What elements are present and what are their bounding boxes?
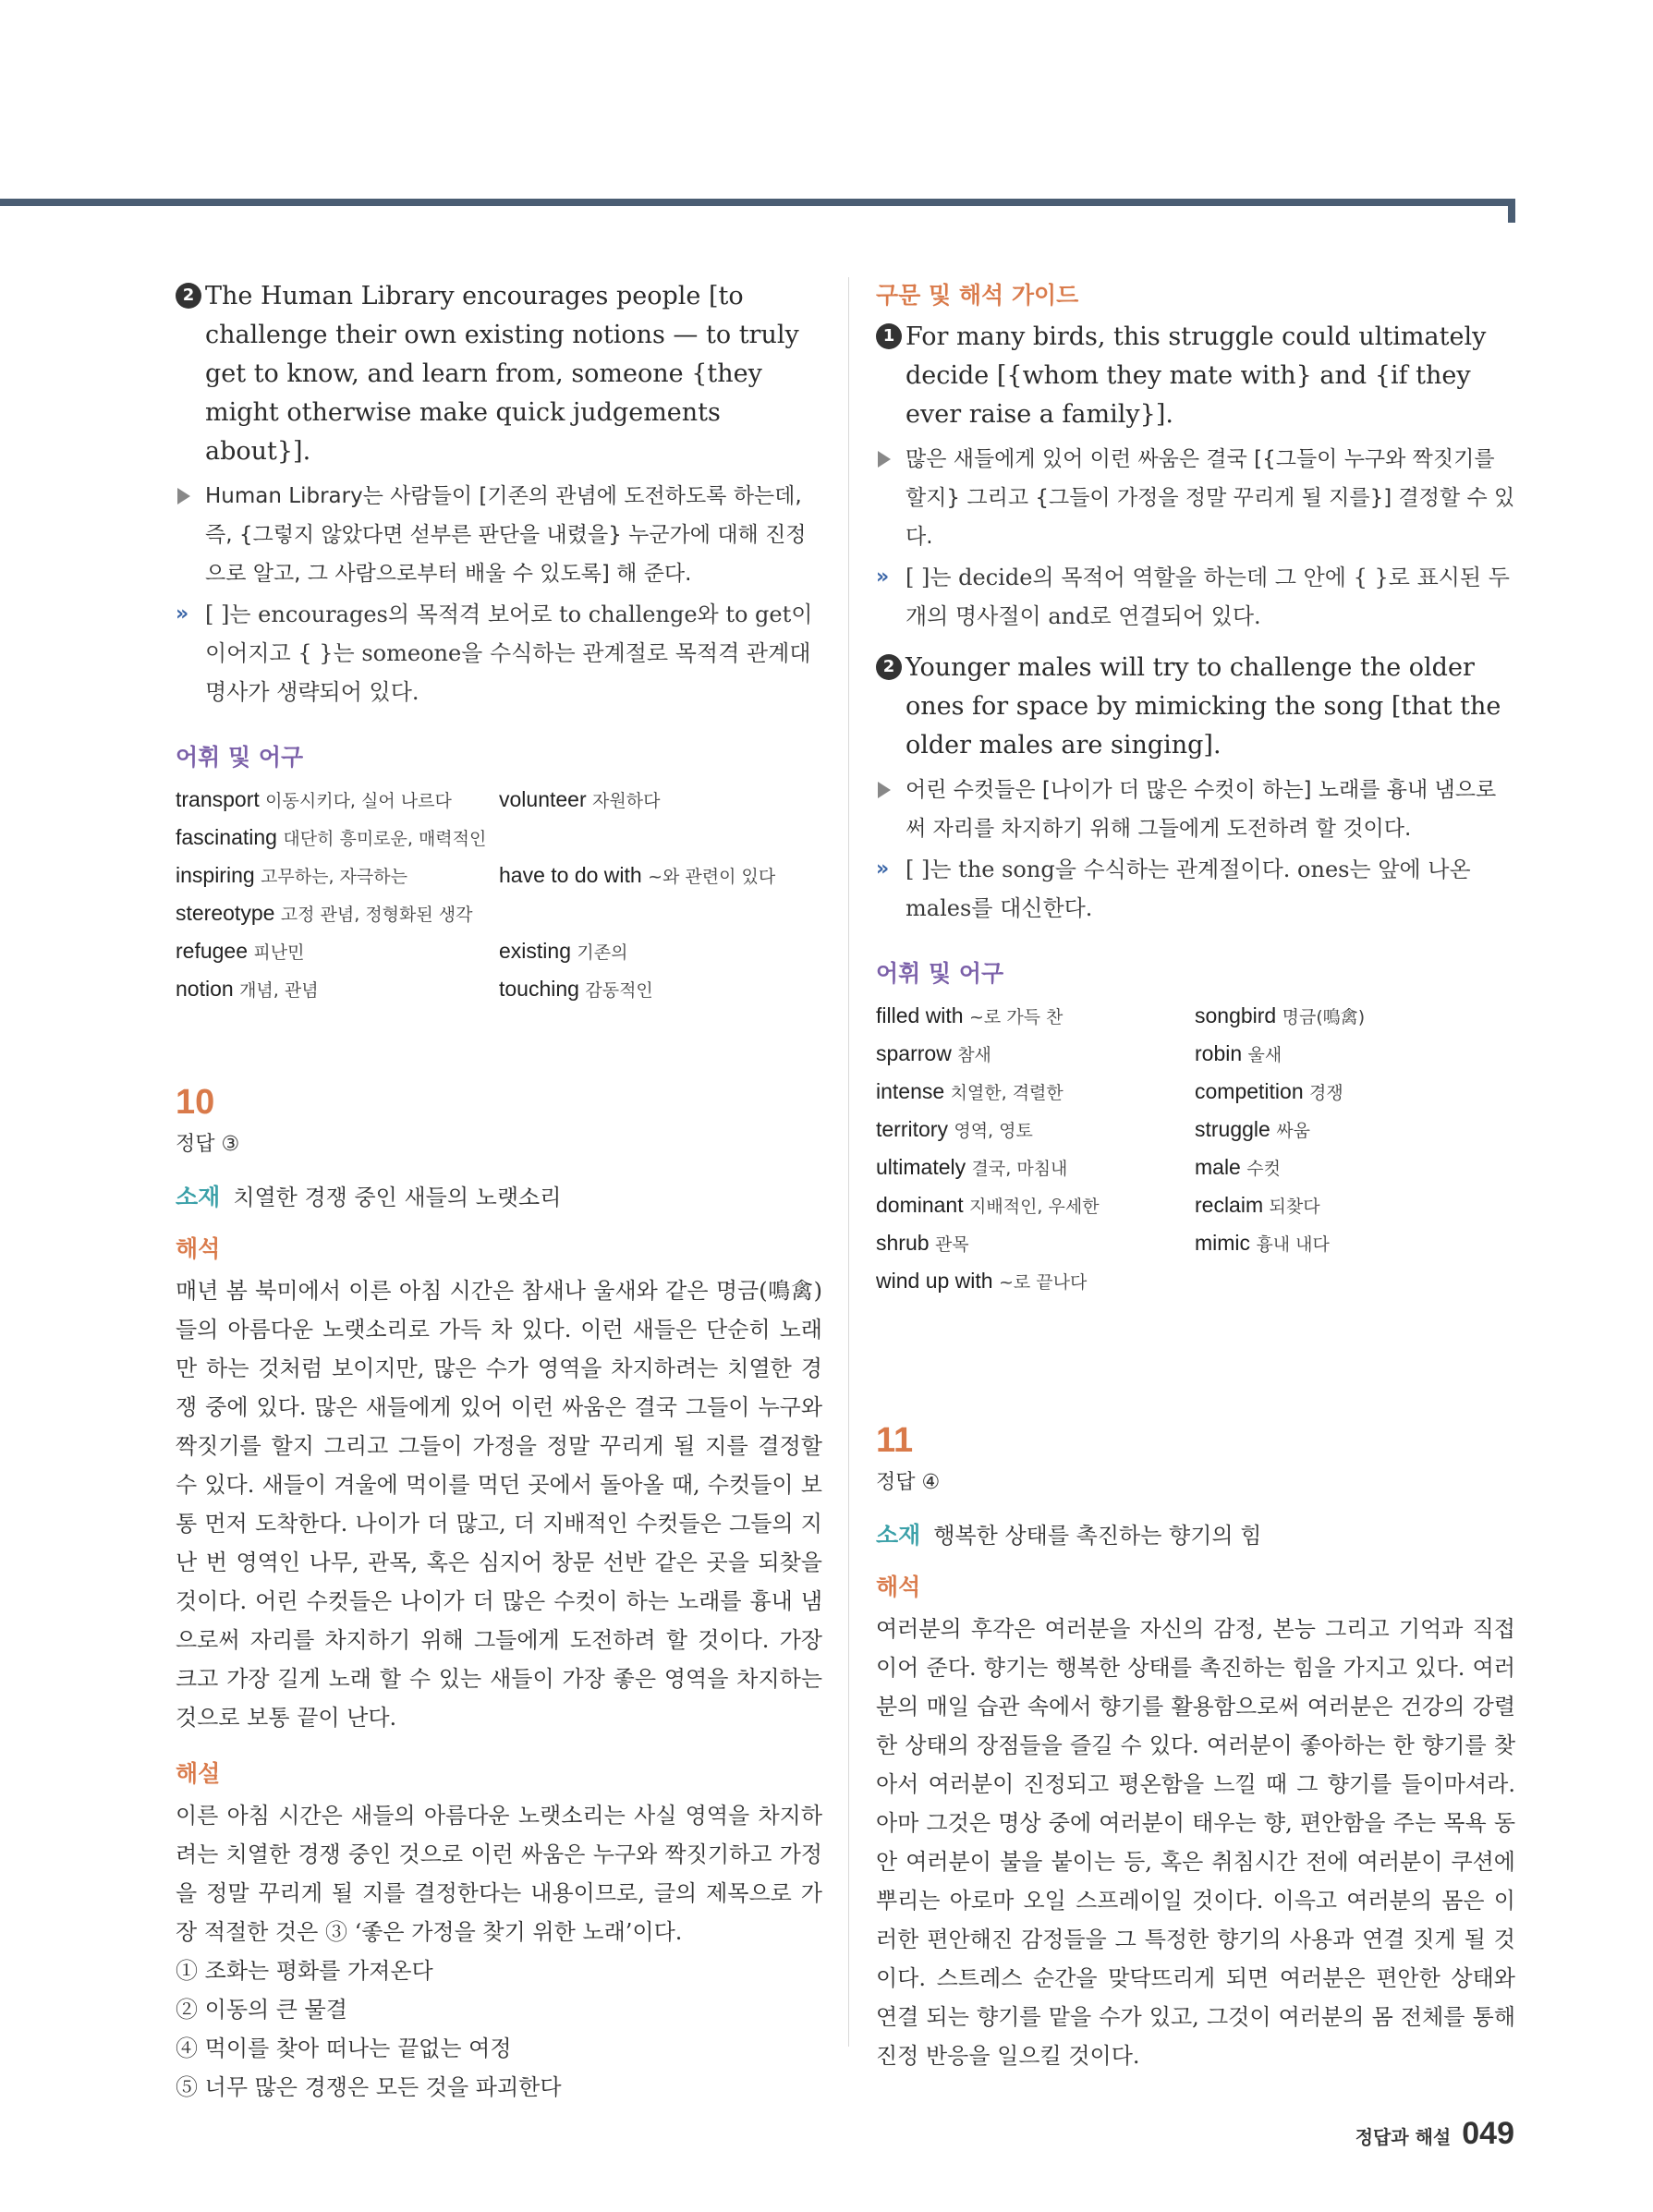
vocab-item bbox=[1195, 1225, 1513, 1263]
vocab-english: songbird bbox=[1195, 1003, 1277, 1027]
double-chevron-icon: » bbox=[876, 565, 885, 589]
vocab-english: filled with bbox=[876, 1003, 964, 1027]
question-10-number: 10 bbox=[176, 1083, 215, 1122]
left-column bbox=[176, 277, 822, 2107]
question-10-subject bbox=[176, 1179, 822, 1212]
right-sentence-1-note bbox=[876, 558, 1515, 636]
right-sentence-1 bbox=[876, 318, 1515, 434]
subject-text: 치열한 경쟁 중인 새들의 노랫소리 bbox=[233, 1185, 562, 1210]
vocab-korean: 명금(鳴禽) bbox=[1282, 1007, 1366, 1027]
sentence-number-badge: 1 bbox=[876, 323, 902, 349]
question-10-translation-heading: 해석 bbox=[176, 1235, 221, 1262]
vocab-item bbox=[876, 1112, 1195, 1149]
vocab-english: intense bbox=[876, 1079, 945, 1103]
option-item: ② 이동의 큰 물결 bbox=[176, 1997, 347, 2023]
vocab-item bbox=[499, 971, 822, 1009]
footer-label: 정답과 해설 bbox=[1355, 2126, 1452, 2148]
vocab-item bbox=[176, 782, 499, 820]
vocab-korean: 이동시키다, 실어 나르다 bbox=[265, 791, 452, 811]
vocab-item bbox=[499, 933, 822, 971]
question-10-explanation: 이른 아침 시간은 새들의 아름다운 노랫소리는 사실 영역을 차지하려는 치열한 경쟁 중인 것으로 이런 싸움은 누구와 짝짓기하고 가정을 정말 꾸리게 될 지를 결정한다는 내용이므로, 글의 제목으로 가장 적절한 것은 ③ ‘좋은 가정을 찾기 위한 노래’이다. bbox=[176, 1803, 822, 1945]
vocab-english: inspiring bbox=[176, 863, 255, 887]
option-item: ⑤ 너무 많은 경쟁은 모든 것을 파괴한다 bbox=[176, 2074, 562, 2100]
question-10-translation: 매년 봄 북미에서 이른 아침 시간은 참새나 울새와 같은 명금(鳴禽)들의 아름다운 노랫소리로 가득 차 있다. 이런 새들은 단순히 노래만 하는 것처럼 보이지만, 많은 수가 영역을 차지하려는 치열한 경쟁 중에 있다. 많은 새들에게 있어 이런 싸움은 결국 그들이 누구와 짝짓기를 할지 그리고 그들이 가정을 정말 꾸리게 될 지를 결정할 수 있다. 새들이 겨울에 먹이를 먹던 곳에서 돌아올 때, 수컷들이 보통 먼저 도착한다. 나이가 더 많고, 더 지배적인 수컷들은 그들의 지난 번 영역인 나무, 관목, 혹은 심지어 창문 선반 같은 곳을 되찾을 것이다. 어린 수컷들은 나이가 더 많은 수컷이 하는 노래를 흉내 냄으로써 자리를 차지하기 위해 그들에게 도전하려 할 것이다. 가장 크고 가장 길게 노래 할 수 있는 새들이 가장 좋은 영역을 차지하는 것으로 보통 끝이 난다. bbox=[176, 1278, 822, 1731]
left-vocab-heading: 어휘 및 어구 bbox=[176, 744, 304, 771]
vocab-korean: ~와 관련이 있다 bbox=[648, 867, 776, 887]
question-10-answer: 정답 ③ bbox=[176, 1133, 240, 1156]
vocab-korean: ~로 가득 찬 bbox=[969, 1007, 1064, 1027]
vocab-item bbox=[1195, 1112, 1513, 1149]
vocab-korean: 흉내 내다 bbox=[1256, 1234, 1330, 1255]
vocab-item bbox=[1195, 998, 1513, 1036]
question-11-subject bbox=[876, 1517, 1515, 1550]
question-11-answer: 정답 ④ bbox=[876, 1471, 941, 1494]
top-rule bbox=[0, 199, 1515, 206]
subject-text: 행복한 상태를 촉진하는 향기의 힘 bbox=[933, 1523, 1262, 1549]
right-sentence-2-note bbox=[876, 850, 1515, 928]
vocab-korean: 고정 관념, 정형화된 생각 bbox=[280, 905, 473, 925]
vocab-english: struggle bbox=[1195, 1117, 1270, 1141]
note-text: [ ]는 encourages의 목적격 보어로 to challenge와 to get이 이어지고 { }는 someone을 수식하는 관계절로 목적격 관계대명사가 생략되어 있다. bbox=[205, 602, 813, 705]
vocab-korean: 결국, 마침내 bbox=[971, 1159, 1068, 1179]
vocab-item bbox=[876, 1187, 1195, 1225]
vocab-english: touching bbox=[499, 977, 579, 1001]
vocab-korean: 피난민 bbox=[253, 942, 305, 963]
left-sentence-2-note bbox=[176, 595, 822, 711]
vocab-korean: 수컷 bbox=[1246, 1159, 1281, 1179]
vocab-korean: 싸움 bbox=[1276, 1121, 1310, 1141]
right-sentence-2-translation bbox=[876, 771, 1515, 848]
vocab-korean: 치열한, 격렬한 bbox=[950, 1083, 1064, 1103]
triangle-bullet-icon bbox=[177, 488, 190, 504]
subject-label: 소재 bbox=[176, 1184, 221, 1210]
left-sentence-2 bbox=[176, 277, 822, 471]
sentence-text: The Human Library encourages people [to challenge their own existing notions — to truly get to know, and learn from, someone {they might otherwise make quick judgements about}]. bbox=[205, 282, 799, 466]
sentence-text: For many birds, this struggle could ultimately decide [{whom they mate with} and {if they ever raise a family}]. bbox=[906, 322, 1487, 429]
vocab-korean: 울새 bbox=[1247, 1045, 1282, 1065]
question-11-translation: 여러분의 후각은 여러분을 자신의 감정, 본능 그리고 기억과 직접 이어 준다. 향기는 행복한 상태를 촉진하는 힘을 가지고 있다. 여러분의 매일 습관 속에서 향기를 활용함으로써 여러분은 건강의 강렬한 상태의 장점들을 즐길 수 있다. 여러분이 좋아하는 한 향기를 찾아서 여러분이 진정되고 평온함을 느낄 때 그 향기를 들이마셔라. 아마 그것은 명상 중에 여러분이 태우는 향, 편안함을 주는 목욕 동안 여러분이 불을 붙이는 등, 혹은 취침시간 전에 여러분이 쿠션에 뿌리는 아로마 오일 스프레이일 것이다. 이윽고 여러분의 몸은 이러한 편안해진 감정들을 그 특정한 향기의 사용과 연결 짓게 될 것이다. 스트레스 순간을 맞닥뜨리게 되면 여러분은 편안한 상태와 연결 되는 향기를 맡을 수가 있고, 그것이 여러분의 몸 전체를 통해 진정 반응을 일으킬 것이다. bbox=[876, 1616, 1515, 2069]
note-text: [ ]는 the song을 수식하는 관계절이다. ones는 앞에 나온 males를 대신한다. bbox=[906, 857, 1471, 921]
vocab-korean: 고무하는, 자극하는 bbox=[261, 867, 407, 887]
vocab-item bbox=[876, 1263, 1195, 1301]
option-item: ① 조화는 평화를 가져온다 bbox=[176, 1958, 433, 1984]
vocab-english: mimic bbox=[1195, 1231, 1251, 1255]
vocab-korean: 되찾다 bbox=[1269, 1197, 1320, 1217]
vocab-korean: ~로 끝나다 bbox=[998, 1272, 1088, 1293]
vocab-item bbox=[176, 820, 822, 857]
vocab-english: dominant bbox=[876, 1193, 964, 1217]
question-11-number: 11 bbox=[876, 1421, 914, 1460]
vocab-korean: 경쟁 bbox=[1309, 1083, 1343, 1103]
vocab-item bbox=[1195, 1036, 1513, 1074]
right-column bbox=[876, 277, 1515, 2075]
question-10-explanation-heading: 해설 bbox=[176, 1760, 221, 1787]
vocab-korean: 감동적인 bbox=[585, 980, 653, 1001]
page-footer bbox=[1355, 2116, 1514, 2152]
vocab-item bbox=[876, 1149, 1195, 1187]
vocab-item bbox=[876, 998, 1195, 1036]
page-number: 049 bbox=[1462, 2116, 1514, 2151]
vocab-item bbox=[1195, 1187, 1513, 1225]
vocab-item bbox=[1195, 1149, 1513, 1187]
question-11-translation-heading: 해석 bbox=[876, 1574, 921, 1600]
vocab-english: reclaim bbox=[1195, 1193, 1264, 1217]
vocab-english: robin bbox=[1195, 1041, 1243, 1065]
vocab-english: ultimately bbox=[876, 1155, 966, 1179]
right-sentence-2 bbox=[876, 649, 1515, 765]
vocab-korean: 영역, 영토 bbox=[954, 1121, 1033, 1141]
vocab-korean: 개념, 관념 bbox=[239, 980, 319, 1001]
vocab-korean: 대단히 흥미로운, 매력적인 bbox=[283, 829, 487, 849]
left-vocab-list bbox=[176, 782, 822, 1009]
right-sentence-1-translation bbox=[876, 440, 1515, 556]
translation-text: Human Library는 사람들이 [기존의 관념에 도전하도록 하는데, 즉, {그렇지 않았다면 섣부른 판단을 내렸을} 누군가에 대해 진정으로 알고, 그 사람으로부터 배울 수 있도록] 해 준다. bbox=[205, 484, 807, 586]
vocab-korean: 자원하다 bbox=[592, 791, 661, 811]
triangle-bullet-icon bbox=[878, 782, 891, 798]
vocab-item bbox=[876, 1225, 1195, 1263]
vocab-english: transport bbox=[176, 787, 260, 811]
vocab-item bbox=[499, 782, 822, 820]
vocab-english: territory bbox=[876, 1117, 948, 1141]
sentence-number-badge: 2 bbox=[876, 654, 902, 680]
right-vocab-list bbox=[876, 998, 1515, 1301]
double-chevron-icon: » bbox=[176, 602, 185, 626]
vocab-item bbox=[176, 857, 499, 895]
column-divider bbox=[848, 277, 849, 2047]
guide-heading: 구문 및 해석 가이드 bbox=[876, 282, 1079, 309]
vocab-english: notion bbox=[176, 977, 234, 1001]
sentence-text: Younger males will try to challenge the older ones for space by mimicking the song [that the older males are singing]. bbox=[906, 653, 1501, 760]
vocab-english: existing bbox=[499, 939, 571, 963]
translation-text: 어린 수컷들은 [나이가 더 많은 수컷이 하는] 노래를 흉내 냄으로써 자리를 차지하기 위해 그들에게 도전하려 할 것이다. bbox=[906, 778, 1497, 841]
subject-label: 소재 bbox=[876, 1522, 921, 1549]
vocab-korean: 기존의 bbox=[577, 942, 628, 963]
note-text: [ ]는 decide의 목적어 역할을 하는데 그 안에 { }로 표시된 두 개의 명사절이 and로 연결되어 있다. bbox=[906, 565, 1510, 629]
vocab-item bbox=[176, 933, 499, 971]
vocab-item bbox=[176, 971, 499, 1009]
vocab-english: volunteer bbox=[499, 787, 587, 811]
vocab-korean: 관목 bbox=[934, 1234, 969, 1255]
vocab-english: fascinating bbox=[176, 825, 277, 849]
vocab-korean: 지배적인, 우세한 bbox=[969, 1197, 1100, 1217]
vocab-item bbox=[876, 1036, 1195, 1074]
vocab-english: have to do with bbox=[499, 863, 642, 887]
vocab-english: male bbox=[1195, 1155, 1241, 1179]
sentence-number-badge: 2 bbox=[176, 283, 201, 309]
vocab-item bbox=[176, 895, 822, 933]
top-rule-tick bbox=[1508, 199, 1515, 223]
vocab-english: refugee bbox=[176, 939, 249, 963]
vocab-english: competition bbox=[1195, 1079, 1304, 1103]
vocab-english: wind up with bbox=[876, 1269, 993, 1293]
double-chevron-icon: » bbox=[876, 857, 885, 881]
vocab-item bbox=[1195, 1074, 1513, 1112]
vocab-english: shrub bbox=[876, 1231, 930, 1255]
vocab-english: sparrow bbox=[876, 1041, 952, 1065]
left-sentence-2-translation bbox=[176, 477, 822, 593]
triangle-bullet-icon bbox=[878, 451, 891, 468]
vocab-english: stereotype bbox=[176, 901, 275, 925]
vocab-item bbox=[876, 1074, 1195, 1112]
vocab-item bbox=[499, 857, 822, 895]
right-vocab-heading: 어휘 및 어구 bbox=[876, 960, 1004, 987]
translation-text: 많은 새들에게 있어 이런 싸움은 결국 [{그들이 누구와 짝짓기를 할지} 그리고 {그들이 가정을 정말 꾸리게 될 지를}] 결정할 수 있다. bbox=[906, 447, 1515, 549]
vocab-korean: 참새 bbox=[957, 1045, 991, 1065]
option-item: ④ 먹이를 찾아 떠나는 끝없는 여정 bbox=[176, 2036, 512, 2061]
